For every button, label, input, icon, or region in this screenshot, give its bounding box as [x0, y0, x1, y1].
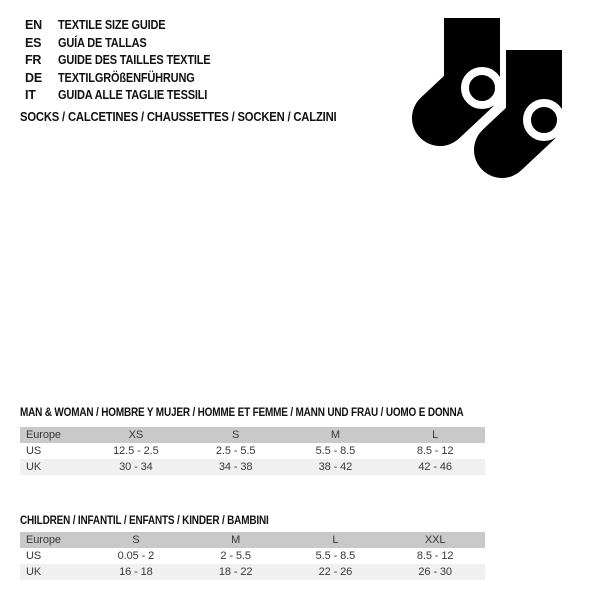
language-label: TEXTILGRÖßENFÜHRUNG [58, 70, 195, 85]
size-cell: 8.5 - 12 [416, 445, 454, 457]
col-header-size: S [232, 429, 240, 441]
col-header-region: Europe [26, 429, 61, 441]
row-label: UK [26, 566, 42, 578]
col-header-size: L [332, 534, 339, 546]
size-cell: 18 - 22 [218, 566, 253, 578]
adult-header-row [20, 427, 485, 443]
language-label: GUIDE DES TAILLES TEXTILE [58, 53, 211, 67]
adult-size-table [20, 427, 485, 475]
size-cell: 8.5 - 12 [416, 550, 454, 562]
col-header-size: M [330, 429, 340, 441]
size-cell: 26 - 30 [418, 566, 452, 578]
language-code: ES [25, 35, 42, 50]
col-header-region: Europe [26, 534, 61, 546]
size-cell: 5.5 - 8.5 [315, 445, 356, 457]
adult-row-uk [20, 459, 485, 475]
size-cell: 0.05 - 2 [117, 550, 155, 562]
language-code: IT [25, 88, 36, 102]
children-row-uk [20, 564, 485, 580]
adult-size-section [20, 406, 485, 475]
children-size-section [20, 514, 485, 580]
category-title: SOCKS / CALCETINES / CHAUSSETTES / SOCKEN / CALZINI [20, 110, 337, 124]
col-header-size: L [432, 429, 439, 441]
language-row-de [25, 70, 231, 88]
row-label: US [26, 550, 42, 562]
row-label: UK [26, 461, 42, 473]
language-label: GUIDA ALLE TAGLIE TESSILI [58, 88, 208, 102]
children-row-us [20, 548, 485, 564]
row-label: US [26, 445, 42, 457]
language-label: GUÍA DE TALLAS [58, 35, 147, 50]
col-header-size: XS [128, 429, 144, 441]
children-size-table [20, 532, 485, 580]
language-row-fr [25, 52, 231, 70]
size-cell: 34 - 38 [218, 461, 253, 473]
adult-row-us [20, 443, 485, 459]
socks-icon [406, 10, 574, 190]
language-code: FR [25, 53, 42, 67]
size-cell: 22 - 26 [318, 566, 353, 578]
size-cell: 2.5 - 5.5 [215, 445, 256, 457]
col-header-size: M [231, 534, 241, 546]
language-label: TEXTILE SIZE GUIDE [58, 18, 166, 32]
col-header-size: S [132, 534, 140, 546]
size-cell: 12.5 - 2.5 [113, 445, 159, 457]
size-cell: 16 - 18 [119, 566, 153, 578]
language-row-it [25, 87, 231, 105]
size-cell: 2 - 5.5 [220, 550, 251, 562]
adult-table-title: MAN & WOMAN / HOMBRE Y MUJER / HOMME ET FEMME / MANN UND FRAU / UOMO E DONNA [20, 405, 464, 419]
size-cell: 30 - 34 [119, 461, 153, 473]
language-row-es [25, 35, 231, 53]
size-cell: 38 - 42 [318, 461, 353, 473]
col-header-size: XXL [424, 534, 446, 546]
size-cell: 5.5 - 8.5 [315, 550, 356, 562]
language-code: EN [25, 18, 42, 32]
sock-left [440, 18, 500, 118]
size-cell: 42 - 46 [418, 461, 452, 473]
language-row-en [25, 17, 231, 35]
sock-right [500, 44, 568, 150]
children-header-row [20, 532, 485, 548]
children-table-title: CHILDREN / INFANTIL / ENFANTS / KINDER / BAMBINI [20, 513, 269, 527]
language-legend [25, 17, 231, 105]
language-code: DE [25, 70, 42, 85]
